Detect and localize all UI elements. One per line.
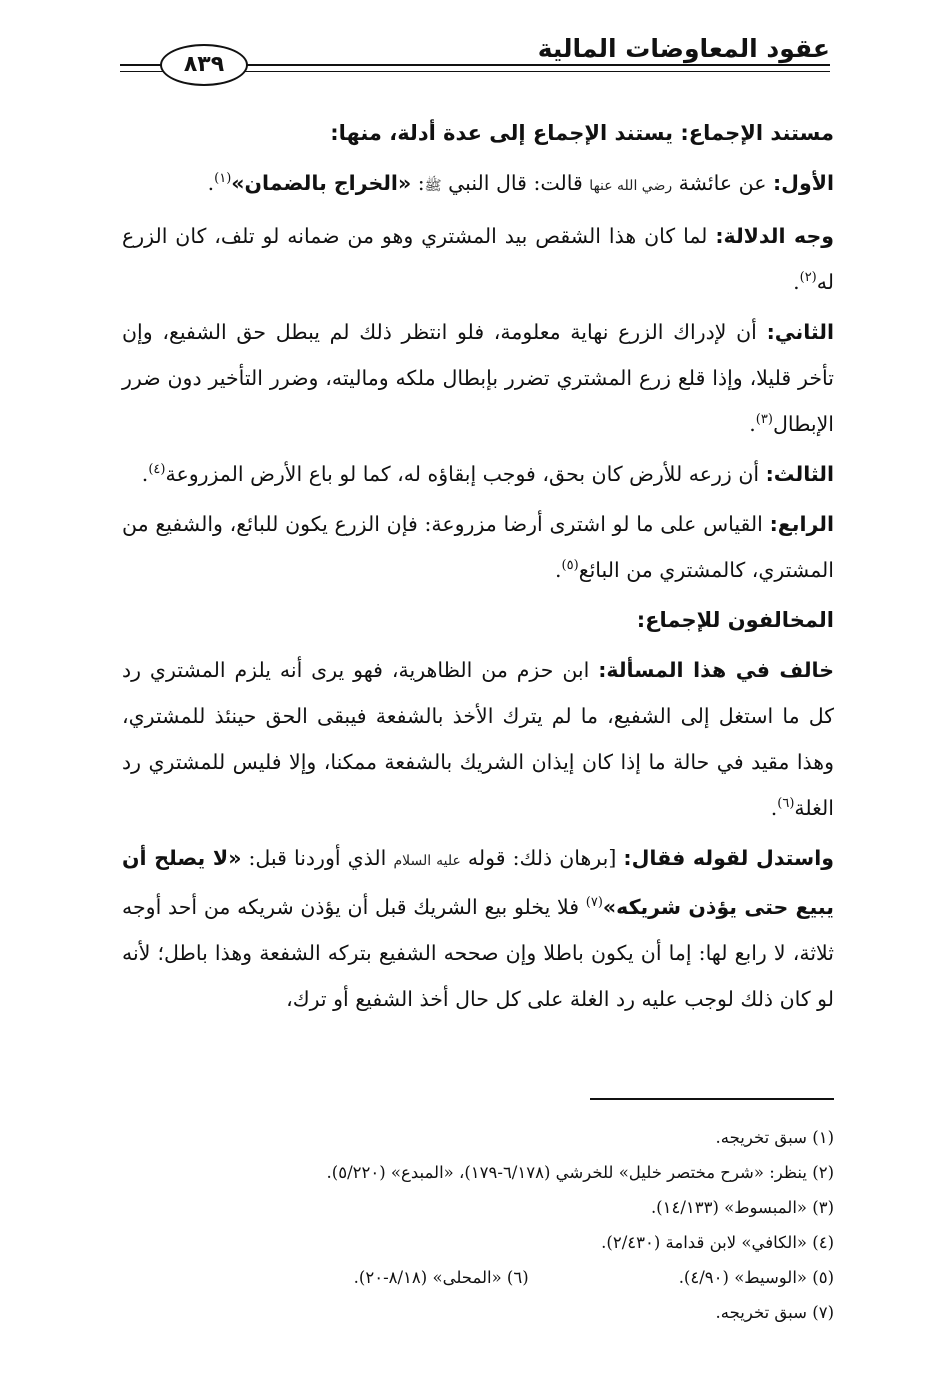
text-span: الذي أوردنا قبل: — [241, 846, 394, 870]
text-span: فلا يخلو بيع الشريك قبل أن يؤذن شريكه من أحد أوجه ثلاثة، لا رابع لها: إما أن يكون باطلا وإن صححه الشفيع بتركه الشفعة وهذا باطل؛ لأنه لو كان ذلك لوجب عليه رد الغلة على كل حال أخذ الشفيع أو ترك، — [122, 895, 834, 1011]
text-span: ابن حزم من الظاهرية، فهو يرى أنه يلزم المشتري رد كل ما استغل إلى الشفيع، ما لم يترك الأخذ بالشفعة فيبقى الحق حينئذ للمشتري، وهذا مقيد في حالة ما إذا كان إيذان الشريك بالشفعة ممكنا، وإلا فليس للمشتري رد الغلة — [122, 658, 834, 820]
lead-term: واستدل لقوله فقال: — [623, 846, 834, 870]
footnote-3: (٣) «المبسوط» (١٤/١٣٣). — [650, 1198, 834, 1217]
running-title: عقود المعاوضات المالية — [537, 34, 830, 63]
footnote-5: (٥) «الوسيط» (٤/٩٠). — [678, 1268, 834, 1287]
text-span: لما كان هذا الشقص بيد المشتري وهو من ضمانه لو تلف، كان الزرع له — [122, 224, 834, 294]
footnote-marker: (٧) — [585, 895, 603, 911]
paragraph-inference — [122, 213, 834, 305]
footnotes — [122, 1120, 834, 1330]
text-span: . — [770, 796, 778, 820]
text-span: قالت: قال النبي — [441, 171, 590, 195]
text-span: . — [207, 171, 215, 195]
footnote-marker: (٤) — [148, 462, 166, 478]
paragraph-fourth-evidence — [122, 501, 834, 593]
paragraph-second-evidence — [122, 309, 834, 447]
footnote-marker: (٢) — [799, 270, 817, 286]
paragraph-heading-consensus-basis: مستند الإجماع: يستند الإجماع إلى عدة أدلة، منها: — [330, 121, 834, 145]
text-span: . — [555, 558, 562, 582]
text-span: . — [793, 270, 800, 294]
footnote-marker: (٦) — [777, 796, 795, 812]
lead-term: خالف في هذا المسألة: — [598, 658, 835, 682]
footnote-4: (٤) «الكافي» لابن قدامة (٢/٤٣٠). — [601, 1233, 834, 1252]
paragraph-argument — [122, 835, 834, 1022]
paragraph-dissent — [122, 647, 834, 831]
hadith-quote: «لا يصلح أن يبيع حتى يؤذن شريكه» — [122, 846, 834, 919]
hadith-quote: «الخراج بالضمان» — [231, 171, 412, 195]
footnote-1: (١) سبق تخريجه. — [715, 1128, 834, 1147]
paragraph-heading-opponents: المخالفون للإجماع: — [636, 608, 834, 632]
page-header — [120, 20, 830, 90]
paragraph-first-evidence — [122, 160, 834, 209]
text-span: . — [141, 462, 149, 486]
footnote-7: (٧) سبق تخريجه. — [715, 1303, 834, 1322]
text-span: أن زرعه للأرض كان بحق، فوجب إبقاؤه له، كما لو باع الأرض المزروعة — [165, 462, 766, 486]
lead-term: وجه الدلالة: — [715, 224, 834, 248]
honorific: رضي الله عنها — [589, 178, 673, 194]
footnote-separator — [590, 1098, 834, 1100]
footnote-marker: (٥) — [561, 558, 579, 574]
text-span: [برهان ذلك: قوله — [460, 846, 624, 870]
footnote-2: (٢) ينظر: «شرح مختصر خليل» للخرشي (٦/١٧٨-١٧٩)، «المبدع» (٥/٢٢٠). — [326, 1163, 834, 1182]
lead-term: الأول: — [772, 171, 834, 195]
footnote-marker: (١) — [214, 171, 232, 187]
footnote-6: (٦) «المحلى» (٨/١٨-٢٠). — [353, 1268, 529, 1287]
lead-term: الثالث: — [765, 462, 834, 486]
text-span: عن عائشة — [672, 171, 773, 195]
main-text — [122, 110, 834, 1026]
text-span: أن لإدراك الزرع نهاية معلومة، فلو انتظر ذلك لم يبطل حق الشفيع، وإن تأخر قليلا، وإذا قلع زرع المشتري تضرر بإبطال ملكه وماليته، وضرر التأخير دون ضرر الإبطال — [122, 320, 834, 436]
footnote-marker: (٣) — [755, 412, 773, 428]
page-number: ٨٣٩ — [160, 44, 248, 86]
footnote-row — [122, 1260, 834, 1295]
honorific: عليه السلام — [393, 853, 461, 869]
text-span: القياس على ما لو اشترى أرضا مزروعة: فإن الزرع يكون للبائع، والشفيع من المشتري، كالمشتري من البائع — [122, 512, 834, 582]
lead-term: الثاني: — [766, 320, 834, 344]
text-span: . — [749, 412, 756, 436]
honorific: ﷺ — [424, 178, 442, 194]
lead-term: الرابع: — [769, 512, 834, 536]
text-span: : — [411, 171, 425, 195]
paragraph-third-evidence — [122, 451, 834, 497]
